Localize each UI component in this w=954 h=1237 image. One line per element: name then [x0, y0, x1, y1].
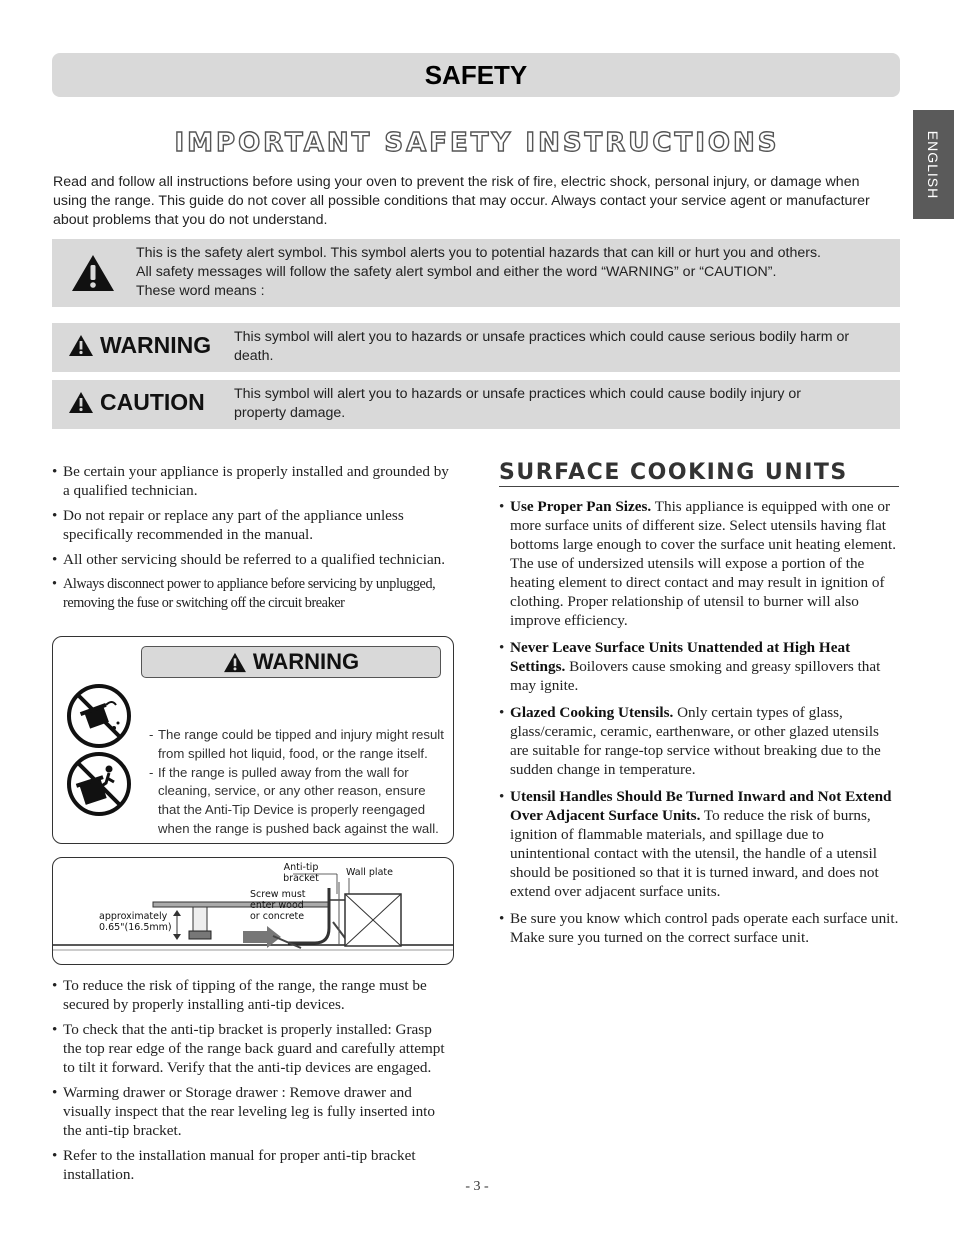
safety-alert-box [52, 239, 900, 307]
main-heading: IMPORTANT SAFETY INSTRUCTIONS [174, 128, 780, 158]
warning-box-title: WARNING [252, 649, 360, 674]
list-item: • Do not repair or replace any part of the appliance unless specifically recommended in the manual. [52, 506, 457, 544]
list-item [499, 497, 899, 630]
item-bold-lead: Glazed Cooking Utensils. [510, 704, 674, 721]
anti-tip-diagram [52, 857, 454, 965]
warning-item: - The range could be tipped and injury might result from spilled hot liquid, food, or the range itself. [149, 726, 449, 764]
list-item: • To check that the anti-tip bracket is properly installed: Grasp the top rear edge of the range back guard and carefully attempt to tilt it forward. Verify that the anti-tip devices are engaged. [52, 1020, 452, 1077]
alert-line: This is the safety alert symbol. This symbol alerts you to potential hazards that can kill or hurt you and others. [136, 245, 822, 261]
page-number: - 3 - [465, 1179, 489, 1194]
safety-alert-icon [70, 253, 116, 293]
warning-triangle-icon [68, 334, 94, 357]
warning-item: - If the range is pulled away from the wall for cleaning, service, or any other reason, ensure that the Anti-Tip Device is properly reengaged when the range is pushed back against the wall. [149, 764, 449, 839]
screw-label [250, 889, 306, 922]
screw-label-line: Screw must [250, 889, 306, 900]
list-item [499, 909, 899, 947]
item-text: Be sure you know which control pads operate each surface unit. [510, 910, 899, 927]
wall-plate-label: Wall plate [346, 867, 393, 878]
list-item: • To reduce the risk of tipping of the range, the range must be secured by properly installing anti-tip devices. [52, 976, 452, 1014]
item-text: This appliance is equipped with one or more surface units of different size. Select utensils having flat bottoms large enough to cover the surface unit heating element. [510, 498, 897, 553]
language-tab-label: ENGLISH [925, 130, 942, 199]
item-bold-lead: Use Proper Pan Sizes. [510, 498, 652, 515]
item-text: Boilovers cause smoking and greasy spillovers that may ignite. [510, 658, 881, 694]
list-item [499, 787, 899, 901]
no-climbing-icon [66, 751, 132, 817]
caution-description: This symbol will alert you to hazards or unsafe practices which could cause bodily injury or property damage. [234, 386, 801, 421]
warning-signal-box [52, 323, 900, 372]
section-title-banner [52, 53, 900, 97]
anti-tip-bracket-label: Anti-tip bracket [283, 862, 319, 884]
item-text-continued: Make sure you turned on the correct surface unit. [510, 929, 809, 946]
item-bold-lead: Utensil Handles Should Be Turned Inward and Not Extend Over Adjacent Surface Units. [510, 788, 892, 824]
section-title: SAFETY [424, 59, 528, 90]
caution-word: CAUTION [100, 389, 205, 415]
alert-line: These word means : [136, 283, 265, 299]
warning-word: WARNING [100, 332, 212, 358]
screw-label-line: enter wood [250, 900, 304, 911]
clearance-label-line: approximately [99, 911, 168, 922]
clearance-label-line: 0.65"(16.5mm) [99, 922, 172, 933]
anti-tip-warning-box [52, 636, 454, 844]
screw-label-line: or concrete [250, 911, 305, 922]
language-tab[interactable] [913, 110, 954, 219]
left-bullet-list [52, 462, 457, 619]
clearance-label [99, 911, 172, 933]
caution-signal-box [52, 380, 900, 429]
item-text: To reduce the risk of burns, ignition of flammable materials, and spillage due to unintentional contact with the utensil, the handle of a utensil should be positioned so that it is turned inward, and does not extend over adjacent surface units. [510, 807, 879, 900]
intro-text: Read and follow all instructions before using your oven to prevent the risk of fire, electric shock, personal injury, or damage when using the range. This guide do not cover all possible conditions that may occur. Always contact your service agent or manufacturer about problems that you do not understand. [53, 174, 870, 228]
warning-box-header [141, 646, 441, 678]
surface-cooking-section [499, 460, 899, 955]
item-text: Only certain types of glass, glass/ceramic, ceramic, earthenware, or other glazed utensils are suitable for range-top service without breaking due to the sudden change in temperature. [510, 704, 881, 778]
no-tipping-icon [66, 683, 132, 749]
warning-triangle-icon [223, 652, 247, 673]
item-text-continued: The use of undersized utensils will expose a portion of the heating element to direct contact and may result in ignition of clothing. Proper relationship of utensil to burner will also improve efficiency. [510, 555, 885, 629]
list-item: • Warming drawer or Storage drawer : Remove drawer and visually inspect that the rear leveling leg is fully inserted into the anti-tip bracket. [52, 1083, 452, 1140]
alert-line: All safety messages will follow the safety alert symbol and either the word “WARNING” or “CAUTION”. [136, 264, 777, 280]
item-bold-lead: Never Leave Surface Units Unattended at High Heat Settings. [510, 639, 851, 675]
surface-cooking-heading: SURFACE COOKING UNITS [499, 460, 899, 487]
warning-description: This symbol will alert you to hazards or unsafe practices which could cause serious bodily harm or death. [234, 329, 850, 364]
list-item: • All other servicing should be referred to a qualified technician. [52, 550, 457, 569]
list-item [499, 638, 899, 695]
caution-triangle-icon [68, 391, 94, 414]
list-item: • Refer to the installation manual for proper anti-tip bracket installation. [52, 1146, 452, 1184]
list-item [499, 703, 899, 779]
left-bullet-list-2 [52, 976, 452, 1190]
list-item: • Be certain your appliance is properly installed and grounded by a qualified technician. [52, 462, 457, 500]
list-item: • Always disconnect power to appliance before servicing by unplugged, removing the fuse or switching off the circuit breaker [52, 575, 457, 613]
